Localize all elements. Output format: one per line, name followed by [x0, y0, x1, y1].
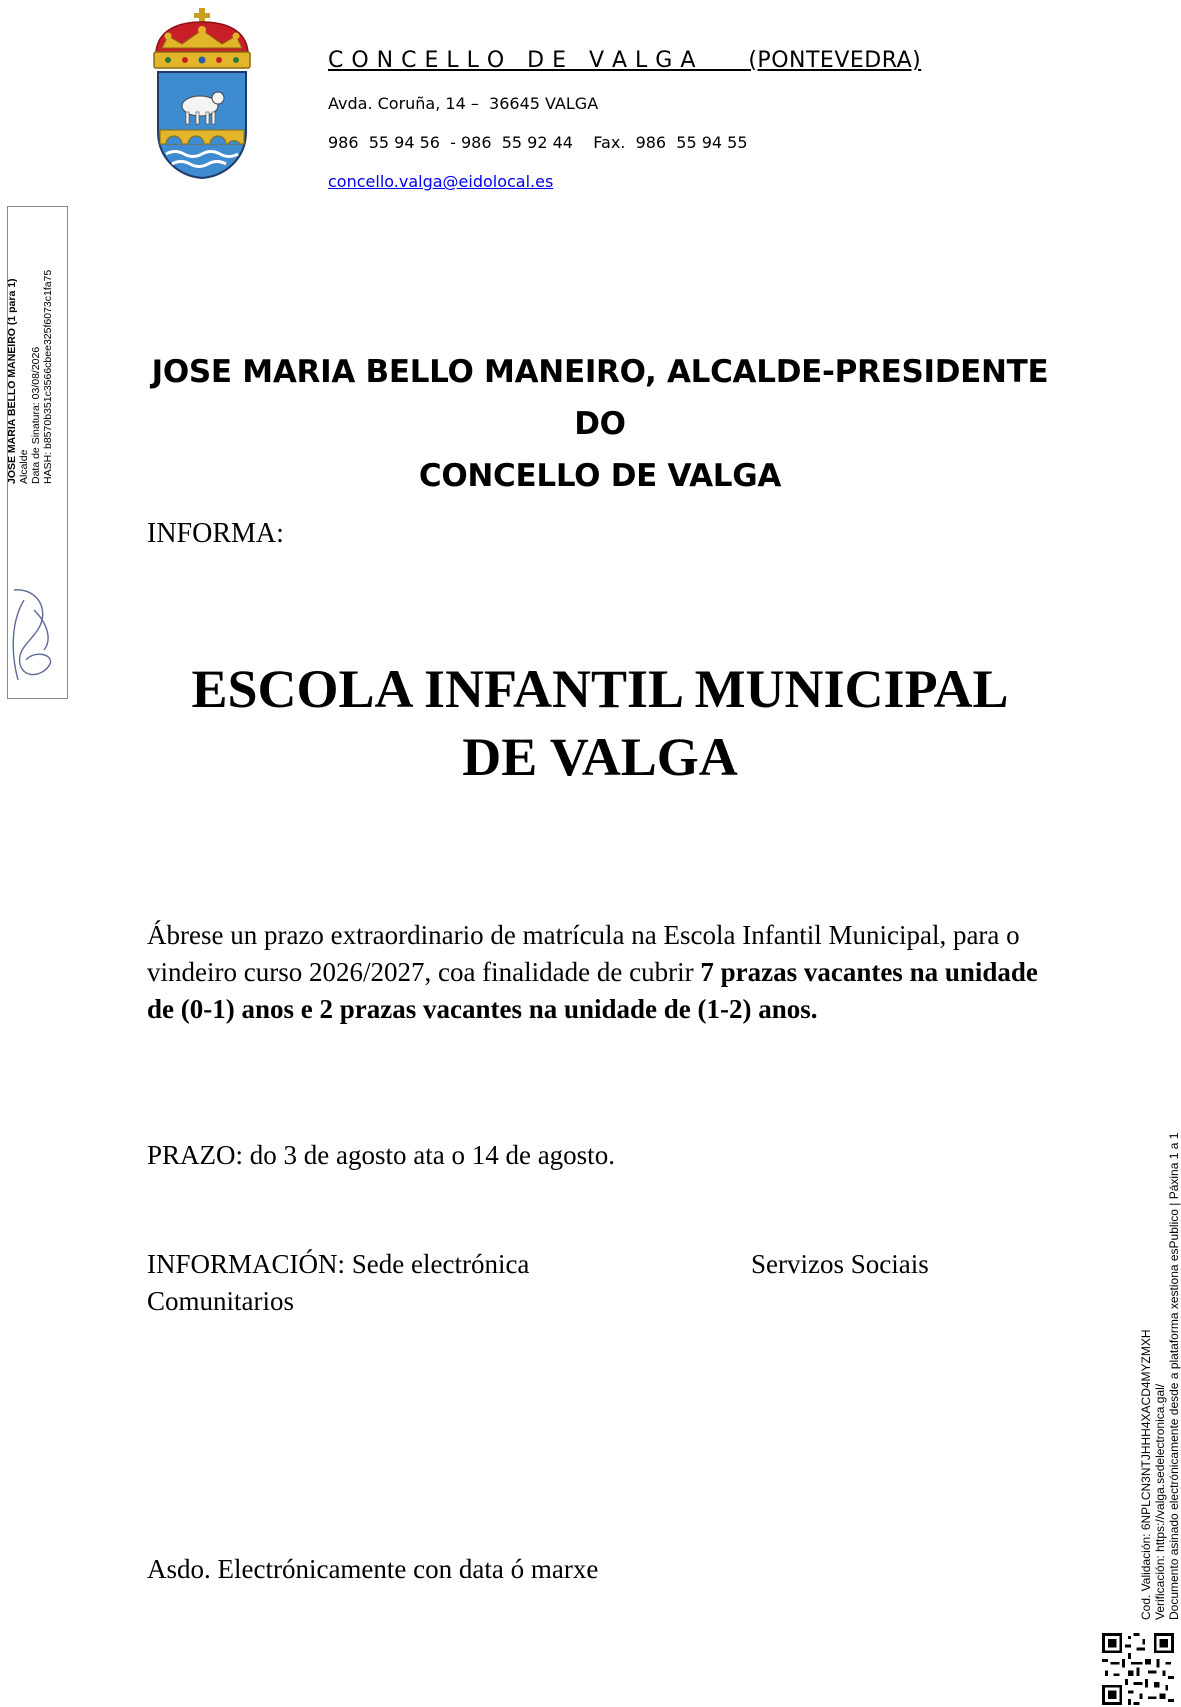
qr-code-icon [1102, 1633, 1174, 1705]
validation-url: Verificación: https://valga.sedelectronica.gal/ [1153, 1383, 1167, 1620]
organization-email-link[interactable]: concello.valga@eidolocal.es [328, 172, 554, 191]
informa-label: INFORMA: [147, 518, 284, 549]
document-header [140, 346, 1060, 502]
enrollment-intro: Ábrese un prazo extraordinario de matrícula na Escola Infantil Municipal, para o vindeiro curso 2026/2027, coa finalidade de cubrir [147, 920, 1020, 987]
deadline-text: PRAZO: do 3 de agosto ata o 14 de agosto. [147, 1140, 615, 1170]
organization-name: C O N C E L L O D E V A L G A (PONTEVEDRA) [328, 48, 922, 73]
signature-date: Data de Sinatura: 03/08/2026 [30, 346, 42, 484]
header-line-2: CONCELLO DE VALGA [418, 458, 782, 494]
signature-stamp-text [6, 270, 54, 484]
information-right: Servizos Sociais [751, 1249, 929, 1279]
organization-address: Avda. Coruña, 14 – 36645 VALGA [328, 94, 599, 113]
notice-title-line-2: DE VALGA [462, 727, 738, 787]
validation-code: Cod. Validación: 6NPLCN3NTJHHH4XACD4MYZMXH [1139, 1329, 1153, 1620]
signature-hash: HASH: b8570b351c3566cbee325f6073c1fa75 [42, 269, 54, 484]
validation-footer [1139, 1133, 1181, 1620]
enrollment-vacancies: 7 prazas vacantes na unidade de (0-1) anos e 2 prazas vacantes na unidade de (1-2) anos. [147, 957, 1038, 1024]
handwritten-signature [4, 580, 60, 692]
enrollment-paragraph [147, 917, 1052, 1028]
signed-note: Asdo. Electrónicamente con data ó marxe [147, 1554, 599, 1584]
signature-role: Alcalde [18, 449, 30, 484]
notice-title [140, 655, 1060, 791]
signature-signer: JOSE MARIA BELLO MANEIRO (1 para 1) [6, 278, 18, 484]
information-left: INFORMACIÓN: Sede electrónica [147, 1249, 530, 1279]
municipal-coat-of-arms [148, 6, 256, 180]
information-continuation: Comunitarios [147, 1286, 294, 1316]
validation-platform-note: Documento asinado electrónicamente desde a plataforma xestiona esPublico | Páxina 1 a 1 [1167, 1132, 1181, 1620]
organization-phones: 986 55 94 56 - 986 55 92 44 Fax. 986 55 94 55 [328, 133, 748, 152]
notice-title-line-1: ESCOLA INFANTIL MUNICIPAL [191, 659, 1009, 719]
header-line-1: JOSE MARIA BELLO MANEIRO, ALCALDE-PRESIDENTE DO [151, 354, 1049, 442]
